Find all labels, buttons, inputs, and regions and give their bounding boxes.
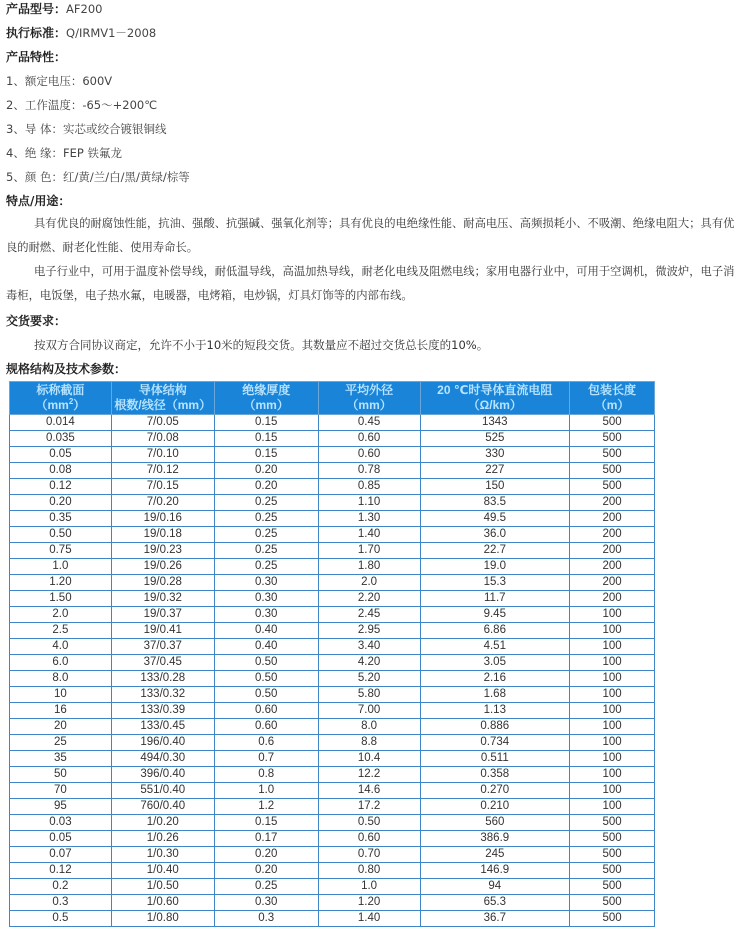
table-cell: 1/0.80 (111, 911, 214, 927)
table-cell: 37/0.37 (111, 639, 214, 655)
table-cell: 1/0.40 (111, 863, 214, 879)
table-cell: 0.50 (318, 815, 420, 831)
table-cell: 100 (570, 671, 655, 687)
table-cell: 10 (10, 687, 112, 703)
table-cell: 7/0.05 (111, 415, 214, 431)
table-cell: 200 (570, 527, 655, 543)
table-cell: 0.40 (214, 623, 318, 639)
header-sup: 2 (68, 397, 74, 406)
header-line2: （Ω/km） (467, 398, 522, 412)
table-cell: 0.15 (214, 447, 318, 463)
table-cell: 2.95 (318, 623, 420, 639)
feature-item (6, 121, 166, 137)
table-cell: 7/0.12 (111, 463, 214, 479)
table-cell: 6.0 (10, 655, 112, 671)
table-cell: 133/0.45 (111, 719, 214, 735)
feature-label: 3、导 体： (6, 122, 63, 136)
spec-header-cell (214, 382, 318, 415)
table-cell: 0.05 (10, 447, 112, 463)
uses-paragraph-1: 具有优良的耐腐蚀性能，抗油、强酸、抗强碱、强氧化剂等；具有优良的电绝缘性能、耐高电压、高频损耗小、不吸潮、绝缘电阻大；具有优良的耐燃、耐老化性能、使用寿命长。 (6, 217, 735, 254)
table-cell: 0.270 (420, 783, 570, 799)
table-cell: 133/0.32 (111, 687, 214, 703)
table-cell: 7/0.10 (111, 447, 214, 463)
table-cell: 1.10 (318, 495, 420, 511)
table-cell: 1.70 (318, 543, 420, 559)
table-cell: 494/0.30 (111, 751, 214, 767)
table-cell: 100 (570, 655, 655, 671)
feature-item (6, 145, 122, 161)
header-line1: 平均外径 (345, 383, 394, 397)
table-row (10, 479, 655, 495)
spec-header-cell (420, 382, 570, 415)
table-cell: 1.30 (318, 511, 420, 527)
table-cell: 0.05 (10, 831, 112, 847)
table-cell: 1.13 (420, 703, 570, 719)
table-cell: 100 (570, 719, 655, 735)
table-cell: 8.8 (318, 735, 420, 751)
header-line2: （mm） (243, 398, 289, 412)
table-cell: 0.40 (214, 639, 318, 655)
table-cell: 0.25 (214, 527, 318, 543)
table-cell: 36.7 (420, 911, 570, 927)
table-cell: 14.6 (318, 783, 420, 799)
table-cell: 65.3 (420, 895, 570, 911)
table-cell: 0.25 (214, 511, 318, 527)
table-cell: 1.50 (10, 591, 112, 607)
table-cell: 0.50 (10, 527, 112, 543)
table-cell: 10.4 (318, 751, 420, 767)
table-row (10, 607, 655, 623)
table-cell: 500 (570, 479, 655, 495)
table-cell: 2.5 (10, 623, 112, 639)
table-row (10, 511, 655, 527)
table-cell: 1.80 (318, 559, 420, 575)
table-cell: 200 (570, 575, 655, 591)
table-cell: 7.00 (318, 703, 420, 719)
table-cell: 3.40 (318, 639, 420, 655)
table-row (10, 783, 655, 799)
table-cell: 0.358 (420, 767, 570, 783)
header-tail: ） (73, 398, 86, 412)
product-model-label: 产品型号： (6, 2, 67, 16)
table-cell: 500 (570, 415, 655, 431)
table-cell: 0.50 (214, 671, 318, 687)
table-cell: 0.17 (214, 831, 318, 847)
table-cell: 1/0.50 (111, 879, 214, 895)
table-cell: 386.9 (420, 831, 570, 847)
table-cell: 25 (10, 735, 112, 751)
table-cell: 94 (420, 879, 570, 895)
table-cell: 0.20 (10, 495, 112, 511)
table-cell: 5.80 (318, 687, 420, 703)
table-cell: 1/0.60 (111, 895, 214, 911)
table-cell: 0.30 (214, 575, 318, 591)
header-line1: 包装长度 (588, 383, 637, 397)
table-cell: 11.7 (420, 591, 570, 607)
table-cell: 500 (570, 463, 655, 479)
table-cell: 100 (570, 783, 655, 799)
table-row (10, 591, 655, 607)
table-cell: 0.85 (318, 479, 420, 495)
feature-label: 1、额定电压： (6, 74, 83, 88)
table-cell: 19/0.18 (111, 527, 214, 543)
table-row (10, 911, 655, 927)
table-cell: 0.20 (214, 847, 318, 863)
table-cell: 0.60 (318, 431, 420, 447)
table-cell: 0.8 (214, 767, 318, 783)
table-cell: 760/0.40 (111, 799, 214, 815)
features-heading: 产品特性： (6, 50, 67, 64)
feature-label: 2、工作温度： (6, 98, 83, 112)
table-cell: 0.886 (420, 719, 570, 735)
table-row (10, 687, 655, 703)
delivery-paragraph: 按双方合同协议商定，允许不小于10米的短段交货。其数量应不超过交货总长度的10%。 (34, 338, 489, 352)
table-cell: 35 (10, 751, 112, 767)
table-cell: 0.25 (214, 559, 318, 575)
table-row (10, 703, 655, 719)
table-cell: 19/0.16 (111, 511, 214, 527)
spec-header-cell (318, 382, 420, 415)
table-cell: 200 (570, 511, 655, 527)
table-cell: 19.0 (420, 559, 570, 575)
table-cell: 0.60 (214, 703, 318, 719)
table-cell: 0.03 (10, 815, 112, 831)
table-cell: 1.20 (318, 895, 420, 911)
table-cell: 2.45 (318, 607, 420, 623)
header-line1: 导体结构 (138, 383, 187, 397)
table-row (10, 863, 655, 879)
table-cell: 0.78 (318, 463, 420, 479)
table-cell: 1.20 (10, 575, 112, 591)
table-cell: 1.40 (318, 911, 420, 927)
standard-line (6, 25, 156, 41)
header-line2: （mm (35, 398, 69, 412)
table-row (10, 447, 655, 463)
feature-label: 5、颜 色： (6, 170, 63, 184)
table-cell: 0.20 (214, 479, 318, 495)
table-cell: 100 (570, 767, 655, 783)
table-cell: 0.50 (214, 655, 318, 671)
table-cell: 0.80 (318, 863, 420, 879)
table-cell: 500 (570, 815, 655, 831)
table-cell: 1.0 (214, 783, 318, 799)
table-cell: 0.60 (214, 719, 318, 735)
table-row (10, 799, 655, 815)
table-cell: 19/0.23 (111, 543, 214, 559)
table-cell: 0.3 (10, 895, 112, 911)
table-row (10, 815, 655, 831)
table-cell: 0.3 (214, 911, 318, 927)
table-cell: 146.9 (420, 863, 570, 879)
table-cell: 500 (570, 831, 655, 847)
table-cell: 0.25 (214, 495, 318, 511)
table-cell: 100 (570, 607, 655, 623)
table-cell: 500 (570, 911, 655, 927)
table-cell: 500 (570, 895, 655, 911)
table-cell: 0.6 (214, 735, 318, 751)
table-cell: 4.0 (10, 639, 112, 655)
table-cell: 0.2 (10, 879, 112, 895)
standard-value: Q/IRMV1－2008 (66, 26, 157, 40)
table-row (10, 655, 655, 671)
table-cell: 0.15 (214, 815, 318, 831)
table-cell: 36.0 (420, 527, 570, 543)
table-cell: 2.16 (420, 671, 570, 687)
feature-value: 红/黄/兰/白/黑/黄绿/棕等 (62, 170, 190, 184)
table-cell: 100 (570, 799, 655, 815)
table-cell: 1/0.20 (111, 815, 214, 831)
table-cell: 8.0 (318, 719, 420, 735)
table-cell: 100 (570, 751, 655, 767)
table-cell: 22.7 (420, 543, 570, 559)
table-cell: 0.25 (214, 879, 318, 895)
table-cell: 200 (570, 495, 655, 511)
table-cell: 4.20 (318, 655, 420, 671)
table-cell: 0.60 (318, 447, 420, 463)
feature-value: FEP 铁氟龙 (62, 146, 122, 160)
table-row (10, 751, 655, 767)
table-cell: 17.2 (318, 799, 420, 815)
table-cell: 15.3 (420, 575, 570, 591)
table-cell: 1.40 (318, 527, 420, 543)
table-row (10, 527, 655, 543)
table-cell: 0.734 (420, 735, 570, 751)
table-cell: 49.5 (420, 511, 570, 527)
table-row (10, 623, 655, 639)
table-cell: 100 (570, 623, 655, 639)
table-cell: 0.50 (214, 687, 318, 703)
delivery-heading: 交货要求： (6, 314, 67, 328)
table-cell: 500 (570, 847, 655, 863)
table-cell: 50 (10, 767, 112, 783)
table-row (10, 735, 655, 751)
table-cell: 0.15 (214, 431, 318, 447)
table-cell: 525 (420, 431, 570, 447)
table-cell: 1/0.30 (111, 847, 214, 863)
feature-item (6, 169, 190, 185)
table-cell: 20 (10, 719, 112, 735)
table-cell: 70 (10, 783, 112, 799)
table-cell: 227 (420, 463, 570, 479)
header-line1: 20 ℃时导体直流电阻 (437, 383, 553, 397)
table-row (10, 463, 655, 479)
table-cell: 500 (570, 879, 655, 895)
table-cell: 4.51 (420, 639, 570, 655)
header-line2: 根数/线径（mm） (114, 398, 212, 412)
table-cell: 0.60 (318, 831, 420, 847)
table-row (10, 847, 655, 863)
table-cell: 0.511 (420, 751, 570, 767)
table-cell: 95 (10, 799, 112, 815)
table-cell: 0.210 (420, 799, 570, 815)
table-cell: 0.035 (10, 431, 112, 447)
table-cell: 7/0.08 (111, 431, 214, 447)
table-row (10, 671, 655, 687)
table-cell: 0.70 (318, 847, 420, 863)
feature-value: -65～+200℃ (82, 98, 158, 112)
table-cell: 3.05 (420, 655, 570, 671)
table-cell: 0.20 (214, 463, 318, 479)
table-cell: 133/0.28 (111, 671, 214, 687)
table-cell: 0.15 (214, 415, 318, 431)
table-row (10, 575, 655, 591)
table-cell: 12.2 (318, 767, 420, 783)
table-cell: 100 (570, 703, 655, 719)
table-row (10, 559, 655, 575)
table-row (10, 719, 655, 735)
table-row (10, 831, 655, 847)
table-cell: 0.25 (214, 543, 318, 559)
table-cell: 396/0.40 (111, 767, 214, 783)
table-cell: 1/0.26 (111, 831, 214, 847)
table-cell: 9.45 (420, 607, 570, 623)
table-cell: 196/0.40 (111, 735, 214, 751)
table-cell: 0.12 (10, 479, 112, 495)
product-model-line (6, 1, 102, 17)
table-cell: 0.20 (214, 863, 318, 879)
table-cell: 0.35 (10, 511, 112, 527)
spec-header-cell (570, 382, 655, 415)
table-cell: 0.30 (214, 591, 318, 607)
table-cell: 2.0 (318, 575, 420, 591)
table-cell: 19/0.37 (111, 607, 214, 623)
table-cell: 330 (420, 447, 570, 463)
spec-heading: 规格结构及技术参数： (6, 362, 127, 376)
table-cell: 0.75 (10, 543, 112, 559)
table-cell: 0.08 (10, 463, 112, 479)
feature-item (6, 73, 112, 89)
table-row (10, 543, 655, 559)
uses-paragraph-2: 电子行业中，可用于温度补偿导线，耐低温导线，高温加热导线，耐老化电线及阻燃电线；家用电器行业中，可用于空调机，微波炉，电子消毒柜，电饭堡，电子热水氟，电暖器，电烤箱，电炒锅，灯具灯饰等的内部布线。 (6, 265, 735, 302)
spec-table-header-row (10, 382, 655, 415)
table-cell: 1343 (420, 415, 570, 431)
table-cell: 2.20 (318, 591, 420, 607)
spec-table-body (10, 415, 655, 927)
table-cell: 133/0.39 (111, 703, 214, 719)
header-line1: 绝缘厚度 (242, 383, 291, 397)
table-cell: 245 (420, 847, 570, 863)
table-cell: 0.5 (10, 911, 112, 927)
table-row (10, 895, 655, 911)
table-cell: 1.68 (420, 687, 570, 703)
table-row (10, 879, 655, 895)
table-cell: 37/0.45 (111, 655, 214, 671)
header-line1: 标称截面 (36, 383, 85, 397)
table-cell: 0.12 (10, 863, 112, 879)
feature-label: 4、绝 缘： (6, 146, 63, 160)
table-row (10, 415, 655, 431)
table-cell: 83.5 (420, 495, 570, 511)
spec-header-cell (10, 382, 112, 415)
spec-table (9, 381, 655, 927)
table-row (10, 767, 655, 783)
feature-value: 600V (82, 74, 113, 88)
product-model-value: AF200 (66, 2, 103, 16)
table-row (10, 431, 655, 447)
table-cell: 0.7 (214, 751, 318, 767)
table-cell: 200 (570, 591, 655, 607)
feature-item (6, 97, 157, 113)
table-cell: 19/0.32 (111, 591, 214, 607)
table-cell: 16 (10, 703, 112, 719)
table-cell: 100 (570, 639, 655, 655)
table-cell: 200 (570, 543, 655, 559)
table-cell: 8.0 (10, 671, 112, 687)
table-cell: 150 (420, 479, 570, 495)
table-cell: 7/0.15 (111, 479, 214, 495)
header-line2: （m） (594, 398, 630, 412)
header-line2: （mm） (346, 398, 392, 412)
table-cell: 560 (420, 815, 570, 831)
feature-value: 实芯或绞合镀银铜线 (62, 122, 167, 136)
table-cell: 2.0 (10, 607, 112, 623)
table-cell: 100 (570, 735, 655, 751)
table-cell: 1.2 (214, 799, 318, 815)
standard-label: 执行标准： (6, 26, 67, 40)
table-cell: 0.30 (214, 895, 318, 911)
table-cell: 500 (570, 863, 655, 879)
table-cell: 500 (570, 447, 655, 463)
table-cell: 0.014 (10, 415, 112, 431)
table-cell: 19/0.28 (111, 575, 214, 591)
table-cell: 19/0.26 (111, 559, 214, 575)
table-cell: 0.30 (214, 607, 318, 623)
table-row (10, 495, 655, 511)
table-row (10, 639, 655, 655)
table-cell: 100 (570, 687, 655, 703)
table-cell: 500 (570, 431, 655, 447)
table-cell: 200 (570, 559, 655, 575)
table-cell: 5.20 (318, 671, 420, 687)
table-cell: 6.86 (420, 623, 570, 639)
table-cell: 19/0.41 (111, 623, 214, 639)
table-cell: 551/0.40 (111, 783, 214, 799)
table-cell: 0.07 (10, 847, 112, 863)
uses-heading: 特点/用途： (6, 194, 71, 208)
table-cell: 1.0 (10, 559, 112, 575)
spec-header-cell (111, 382, 214, 415)
table-cell: 0.45 (318, 415, 420, 431)
table-cell: 1.0 (318, 879, 420, 895)
table-cell: 7/0.20 (111, 495, 214, 511)
